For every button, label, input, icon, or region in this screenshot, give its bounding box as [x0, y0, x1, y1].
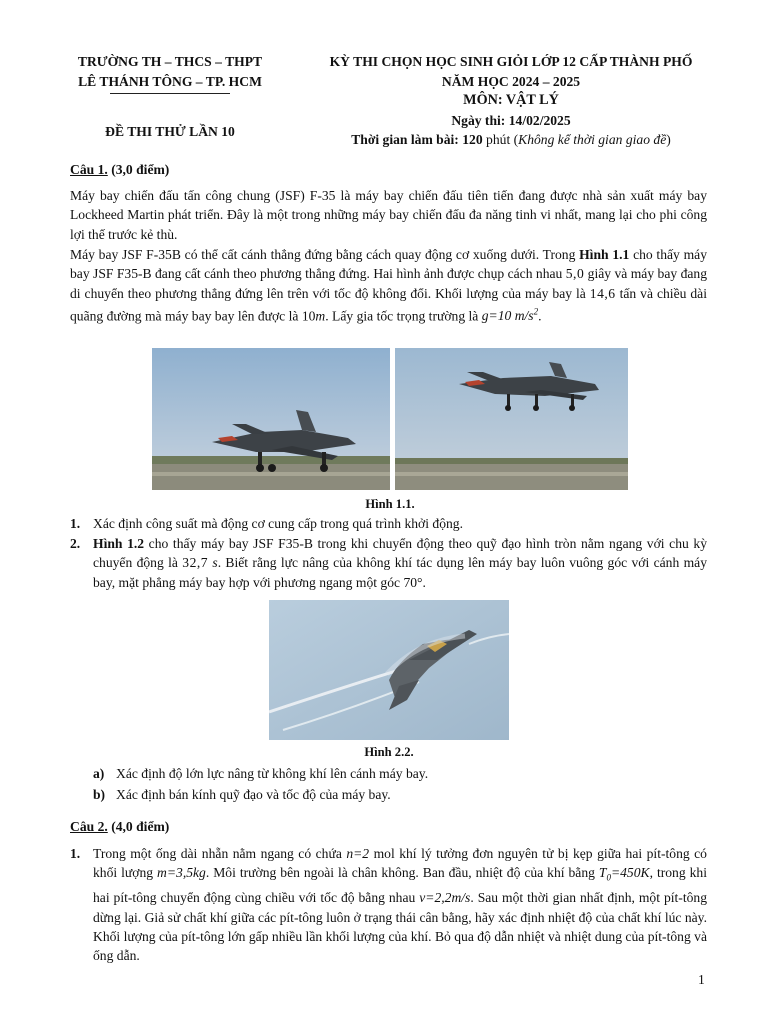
question-1-sub-b — [93, 785, 707, 805]
school-name-line2: LÊ THÁNH TÔNG – TP. HCM — [78, 74, 262, 89]
question-1-intro: Máy bay chiến đấu tấn công chung (JSF) F-35 là máy bay chiến đấu tiên tiến đang được nhà sản xuất máy bay Lockheed Martin phát triển. Đây là một trong những máy bay chiến đấu đa năng tinh vi nhất, mang lại cho phi công lợi thế trước kẻ thù. — [70, 188, 707, 242]
question-1-sub-a — [93, 764, 707, 784]
figure-ref-1-1: Hình 1.1 — [579, 247, 630, 262]
exam-date: Ngày thi: 14/02/2025 — [451, 112, 571, 128]
q2-text-c: . Môi trường bên ngoài là chân không. Ban đầu, nhiệt độ của khí bằng — [205, 865, 599, 881]
q2-item-1-number: 1. — [70, 846, 81, 861]
exam-title: KỲ THI CHỌN HỌC SINH GIỎI LỚP 12 CẤP THÀNH PHỐ — [329, 54, 693, 69]
school-year: NĂM HỌC 2024 – 2025 — [441, 73, 581, 89]
sub-a-label: a) — [93, 766, 105, 781]
exam-duration — [296, 130, 726, 150]
item-1-number: 1. — [70, 516, 81, 531]
q2-text-d: , trong khi hai pít-tông chuyển động cùng chiều với tốc độ bằng nhau — [93, 865, 707, 906]
piston-speed-value: v=2,2m/s — [419, 890, 471, 906]
question-2-points: (4,0 điểm) — [111, 819, 170, 834]
mass-value: 14,6 — [589, 285, 616, 301]
question-1-item-2 — [70, 534, 707, 594]
duration-unit: phút ( — [486, 132, 519, 147]
question-1-points: (3,0 điểm) — [111, 162, 170, 177]
question-2-number: Câu 2. — [70, 819, 108, 834]
figure-2-2-caption: Hình 2.2. — [364, 745, 414, 759]
q2-item-1-text — [93, 844, 707, 966]
q2-text-a: Trong một ống dài nhẵn nằm ngang có chứa — [93, 846, 347, 861]
duration-value: 120 — [462, 132, 483, 147]
duration-close: ) — [666, 132, 671, 147]
item-2-text — [93, 534, 707, 592]
question-2-item-1 — [70, 844, 707, 964]
question-1-context — [70, 245, 707, 326]
sub-a-text: Xác định độ lớn lực nâng từ không khí lên cánh máy bay. — [116, 766, 429, 781]
gravity-exponent: 2 — [533, 306, 539, 317]
q2-text-b: mol khí lý tưởng đơn nguyên tử bị kẹp giữa hai pít-tông có khối lượng — [93, 846, 707, 881]
temperature-value: =450K — [610, 865, 650, 881]
duration-label: Thời gian làm bài: — [351, 132, 459, 147]
item-2-number: 2. — [70, 536, 81, 551]
item-2-text-b: . Biết rằng lực nâng của không khí tác dụng lên máy bay luôn vuông góc với cánh máy bay, mặt phẳng máy bay hợp với phương ngang một góc — [93, 555, 708, 590]
f35b-hover-photo-2 — [395, 348, 628, 490]
header-divider — [110, 93, 230, 94]
context-end: . — [538, 308, 542, 324]
question-1-item-1 — [70, 514, 707, 534]
temperature-symbol: T — [598, 865, 607, 881]
page-number: 1 — [698, 972, 705, 987]
piston-mass-value: m=3,5kg — [157, 865, 206, 881]
school-header — [54, 52, 286, 94]
question-2-title — [70, 819, 169, 835]
subject: MÔN: VẬT LÝ — [463, 92, 559, 108]
sub-b-text: Xác định bán kính quỹ đạo và tốc độ của máy bay. — [116, 787, 391, 802]
figure-ref-1-2: Hình 1.2 — [93, 536, 145, 551]
exam-header — [296, 52, 726, 150]
mole-value: n=2 — [346, 846, 370, 861]
context-text-e: . Lấy gia tốc trọng trường là — [325, 308, 482, 324]
context-text-a: Máy bay JSF F-35B có thể cất cánh thẳng đứng bằng cách quay động cơ xuống dưới. Trong — [70, 247, 580, 262]
trial-exam-label: ĐỀ THI THỬ LẦN 10 — [105, 124, 235, 139]
period-unit: s — [212, 555, 218, 571]
item-2-end: . — [422, 574, 426, 590]
temperature-subscript: 0 — [606, 873, 611, 884]
gravity-formula — [482, 308, 538, 323]
height-unit: m — [315, 308, 326, 324]
school-name-line1: TRƯỜNG TH – THCS – THPT — [77, 54, 263, 69]
duration-note: Không kể thời gian giao đề — [518, 132, 667, 147]
figure-1-1-caption: Hình 1.1. — [365, 497, 415, 511]
context-text-c: giây và máy bay đang di chuyển theo phương thẳng đứng lên trên với tốc độ không đổi. Khối lượng của máy bay là — [70, 266, 707, 301]
interval-value: 5,0 — [565, 266, 585, 282]
context-text-b: cho thấy máy bay JSF F35-B đang cất cánh theo phương thẳng đứng. Hai hình ảnh được chụp cách nhau — [70, 247, 707, 282]
sub-b-label: b) — [93, 787, 106, 802]
height-value: 10 — [301, 308, 316, 324]
period-value: 32,7 — [182, 555, 209, 571]
question-1-number: Câu 1. — [70, 162, 108, 177]
question-1-title — [70, 162, 169, 178]
angle-value: 70° — [403, 574, 423, 590]
item-1-text: Xác định công suất mà động cơ cung cấp trong quá trình khởi động. — [93, 516, 463, 531]
q2-text-e: . Sau một thời gian nhất định, một pít-tông dừng lại. Giả sử chất khí giữa các pít-tông luôn ở trạng thái cân bằng, hãy xác định nhiệt độ của chất khí lúc này. Khối lượng của pít-tông lớn gấp nhiều lần khối lượng của khí. Bỏ qua độ dẫn nhiệt và nhiệt dung của pít-tông và ống dẫn. — [93, 890, 708, 964]
f35b-banked-turn-photo — [269, 600, 509, 740]
initial-temperature — [598, 865, 650, 884]
context-text-d: tấn và chiều dài quãng đường mà máy bay bay lên được là — [70, 285, 707, 324]
item-2-text-a: cho thấy máy bay JSF F35-B trong khi chuyển động theo quỹ đạo hình tròn nằm ngang với chu kỳ chuyển động là — [93, 536, 707, 571]
gravity-value: g=10 m/s — [481, 308, 534, 324]
f35b-takeoff-photo-1 — [152, 348, 390, 490]
